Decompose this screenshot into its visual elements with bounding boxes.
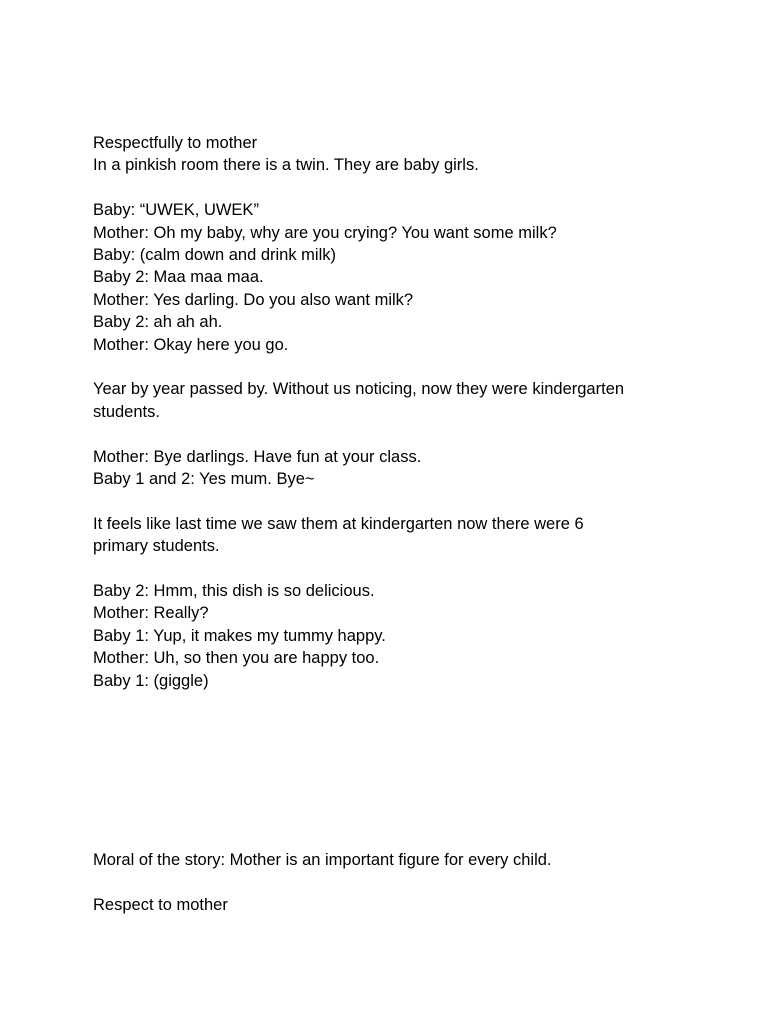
narration-line: primary students.: [93, 537, 220, 556]
paragraph-gap: [93, 558, 693, 580]
narration-line: Year by year passed by. Without us noticing, now they were kindergarten: [93, 380, 625, 399]
dialogue-line: Mother: Oh my baby, why are you crying? You want some milk?: [93, 223, 557, 242]
dialogue-line: Mother: Uh, so then you are happy too.: [93, 649, 380, 668]
dialogue-line: Baby: (calm down and drink milk): [93, 246, 337, 265]
intro-line: In a pinkish room there is a twin. They are baby girls.: [93, 156, 479, 175]
dialogue-line: Mother: Okay here you go.: [93, 335, 289, 354]
dialogue-line: Baby 1: Yup, it makes my tummy happy.: [93, 626, 386, 645]
document-body: [93, 132, 693, 916]
dialogue-line: Baby 1: (giggle): [93, 671, 209, 690]
dialogue-line: Baby 2: Maa maa maa.: [93, 268, 264, 287]
dialogue-line: Mother: Bye darlings. Have fun at your class.: [93, 447, 422, 466]
narration-line: It feels like last time we saw them at kindergarten now there were 6: [93, 514, 584, 533]
dialogue-line: Baby: “UWEK, UWEK”: [93, 201, 259, 220]
paragraph-gap: [93, 423, 693, 445]
narration-line: students.: [93, 402, 160, 421]
document-title: Respectfully to mother: [93, 134, 258, 152]
paragraph-gap: [93, 356, 693, 378]
section-gap: [93, 692, 693, 849]
dialogue-line: Baby 2: Hmm, this dish is so delicious.: [93, 582, 375, 601]
dialogue-line: Baby 1 and 2: Yes mum. Bye~: [93, 470, 315, 489]
paragraph-gap: [93, 490, 693, 512]
paragraph-gap: [93, 871, 693, 893]
dialogue-line: Mother: Really?: [93, 604, 209, 623]
paragraph-gap: [93, 177, 693, 199]
moral-line: Moral of the story: Mother is an important figure for every child.: [93, 851, 552, 870]
dialogue-line: Baby 2: ah ah ah.: [93, 313, 223, 332]
closing-line: Respect to mother: [93, 895, 228, 914]
dialogue-line: Mother: Yes darling. Do you also want milk?: [93, 290, 414, 309]
